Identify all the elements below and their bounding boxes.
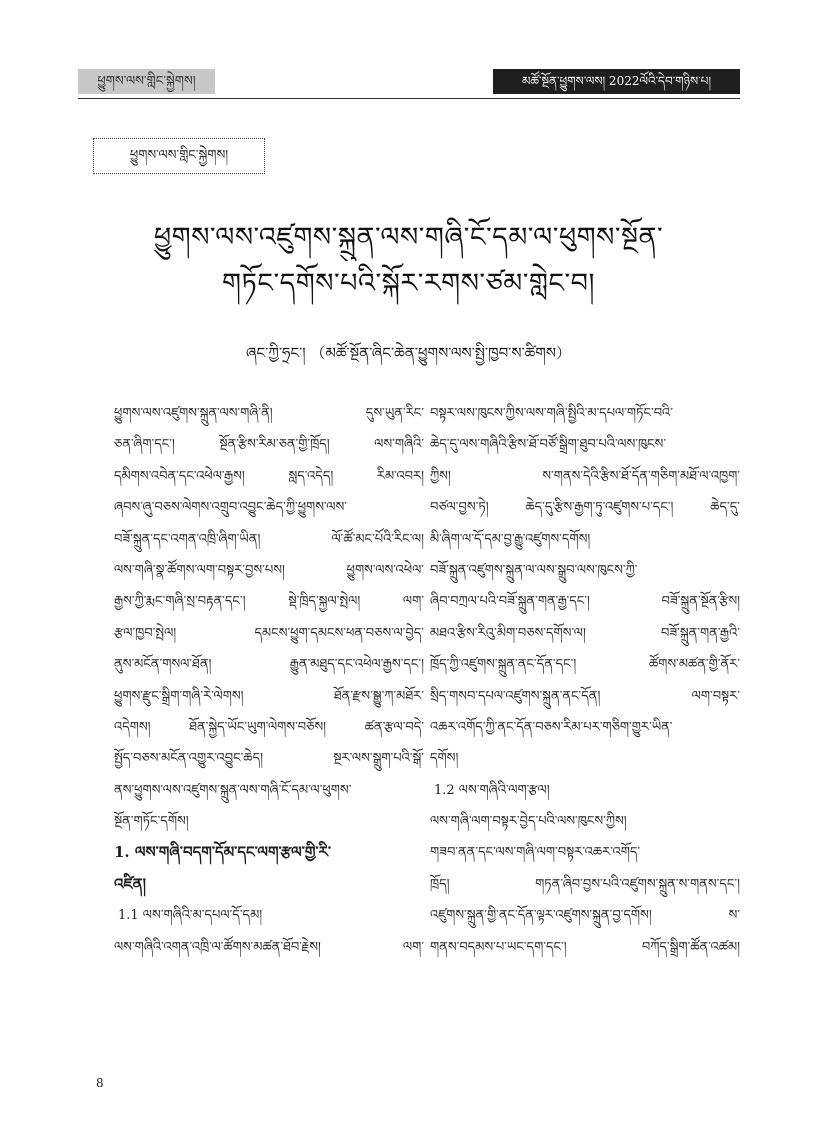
page-number: 8 [96, 1076, 104, 1090]
text-line: མཐའ་རྩིས་རིའུ་མིག་བཅས་དགོས་ལ། བཟོ་སྐྲུན་གན་རྒྱའི་ [430, 625, 740, 641]
text-line: འཛུགས་སྐྲུན་གྱི་ནང་དོན་ལྟར་འཛུགས་སྐྲུན་བྱ་དགོས། ས་ [430, 908, 740, 924]
text-line: དགོས། [430, 751, 459, 767]
right-column [430, 398, 740, 963]
text-line: གཟབ་ནན་དང་ལས་གཞི་ལག་བསྟར་འཆར་འགོད་ [430, 845, 641, 861]
text-line: ཆེད་དུ་ལས་གཞིའི་རྩིས་ཐོ་བཙོ་སྒྲིག་ཐུབ་པའི་ལས་ཁུངས་ [430, 437, 667, 453]
text-line: མི་ཞིག་ལ་དོ་དམ་བྱ་རྒྱུ་འཛུགས་དགོས། [430, 531, 591, 547]
text-line: སྔོན་གཏོང་དགོས། [114, 814, 189, 830]
text-line: རྩལ་ཁྱབ་སྤེལ། དམངས་ཕྱུག་དམངས་ཕན་བཅས་ལ་བྱེད་ [114, 625, 424, 641]
text-line: ནུས་མངོན་གསལ་ཐོན། རྒྱུན་མཐུད་དང་འཕེལ་རྒྱས་དང་། [114, 657, 424, 673]
text-line: བཙལ་བྱས་ཏེ། ཆེད་དུ་རྩིས་རྒྱག་ཏུ་འཛུགས་པ་དང་། ཆེད་དུ་ [430, 500, 740, 516]
text-line: 1.1 ལས་གཞིའི་མ་དཔལ་དོ་དམ། [118, 908, 263, 924]
article-title-line: ཕྱུགས་ལས་འཛུགས་སྐྲུན་ལས་གཞི་ངོ་དམ་ལ་ཕུགས་སྔོན་ [153, 222, 664, 253]
text-line: འཛིན། [114, 874, 146, 893]
header-section-label: ཕྱུགས་ལས་གླིང་སྐྱེགས། [78, 69, 215, 94]
header-journal-title: མཚོ་སྔོན་ཕྱུགས་ལས། 2022ལོའི་དེབ་གཉིས་པ། [493, 69, 740, 94]
article-author: ཞང་ཀྱི་ཧྲང་། （མཚོ་སྔོན་ཞིང་ཆེན་ཕྱུགས་ལས་སྤྱི་ཁྱབ་ས་ཚིགས） [246, 344, 571, 362]
text-line: ལས་གཞི་ལག་བསྟར་བྱེད་པའི་ལས་ཁུངས་ཀྱིས། [430, 814, 627, 830]
section-tag: ཕྱུགས་ལས་གླིང་སྐྱེགས། [93, 138, 265, 174]
text-line: བཟོ་སྐྲུན་འཛུགས་སྐྲུན་ལ་ལས་སྒྲུབ་ལས་ཁུངས་ཀྱི་ [430, 562, 638, 578]
text-line: འདེགས། ཐོན་སྐྱེད་ཡོང་ཡུག་ལེགས་བཅོས། ཚན་རྩལ་བདེ་ [114, 719, 424, 735]
text-line: ནས་ཕྱུགས་ལས་འཛུགས་སྐྲུན་ལས་གཞི་ངོ་དམ་ལ་ཕུགས་ [114, 782, 352, 798]
text-line: གནས་བདམས་པ་ཡང་དག་དང་། བཀོད་སྒྲིག་ཚོན་འཚམ། [430, 939, 740, 955]
text-line: འཆར་འགོད་ཀྱི་ནང་དོན་བཅས་རིམ་པར་གཅིག་གྱུར་ཡིན་ [430, 719, 673, 735]
text-line: 1. ལས་གཞི་བདག་དོམ་དང་ལག་རྩལ་གྱི་རི་ [114, 843, 332, 862]
text-line: ཅན་ཞིག་དང་། སྔོན་རྩིས་རིམ་ཅན་གྱི་ཁྲོད། ལས་གཞིའི་ [114, 437, 424, 453]
text-line: ལས་གཞི་སྣ་ཚོགས་ལག་བསྟར་བྱས་པས། ཕྱུགས་ལས་འཕེལ་ [114, 562, 424, 578]
text-line: ཁྲོད་ཀྱི་འཛུགས་སྐྲུན་ནང་དོན་དང་། ཚོགས་མཚན་གྱི་ནོར་ [430, 657, 740, 673]
text-line: ཕྱུགས་ལས་འཛུགས་སྐྲུན་ལས་གཞི་ནི། དུས་ཡུན་རིང་ [114, 406, 424, 421]
text-line: བཟོ་སྐྲུན་དང་འགན་འཁྲི་ཞིག་ཡིན། ལོ་ཚོ་མང་པོའི་རིང་ལ། [114, 531, 424, 547]
text-line: དམིགས་འབེན་དང་འཕེལ་རྒྱས། སླད་འདེད། རིམ་འབར། [114, 468, 424, 484]
text-line: ཕྱུགས་རྫུང་སྒྲིག་གཞི་རེ་ལེགས། ཐོན་རྫས་སྒྱུ་ཀ་མཐོར་ [114, 688, 424, 704]
text-line: སྤྱོད་བཅས་མངོན་འགྱུར་འབྱུང་ཆེད། སྔར་ལས་སྒྲུག་པའི་སྒོ་ [114, 751, 424, 767]
text-line: ལས་གཞིའི་འགན་འཁྲི་ལ་ཚོགས་མཚན་ཐོབ་རྗེས། ལག་ [114, 939, 424, 955]
text-line: ཞིབ་བཀྲལ་པའི་བཟོ་སྐྲུན་གན་རྒྱ་དང་། བཟོ་སྐྲུན་སྔོན་རྩིས། [430, 594, 740, 610]
article-title [70, 215, 747, 307]
text-line: སྲིད་གསབ་དཔལ་འཛུགས་སྐྲུན་ནང་དོན། ལག་བསྟར་ [430, 688, 740, 704]
text-line: ཞབས་ཞུ་བཅས་ལེགས་འགྲུབ་འབྱུང་ཆེད་ཀྱི་ཕྱུགས་ལས་ [114, 500, 347, 516]
text-line: ཁྲོད། གཏན་ཞིབ་བྱས་པའི་འཛུགས་སྐྲུན་ས་གནས་དང་། [430, 876, 740, 892]
text-line: 1.2 ལས་གཞིའི་ལག་རྩལ། [434, 782, 550, 798]
text-line: ཀྱིས། ས་གནས་དེའི་རྩིས་ཐོ་དོན་གཅིག་མཐོ་ལ་འཁྱག་ [430, 468, 740, 484]
text-line: བསྟར་ལས་ཁུངས་ཀྱིས་ལས་གཞི་སྤྱིའི་མ་དཔལ་གཏོང་བའི་ [430, 406, 673, 421]
header-divider [78, 98, 740, 99]
left-column [114, 398, 424, 963]
article-title-line: གཏོང་དགོས་པའི་སྐོར་རགས་ཙམ་གླེང་བ། [222, 268, 595, 299]
text-line: རྒྱས་ཀྱི་རྨང་གཞི་སྲ་བརྟན་དང་། སྡེ་ཁྲིད་སྐྱལ་སྤེལ། ལག་ [114, 594, 424, 610]
